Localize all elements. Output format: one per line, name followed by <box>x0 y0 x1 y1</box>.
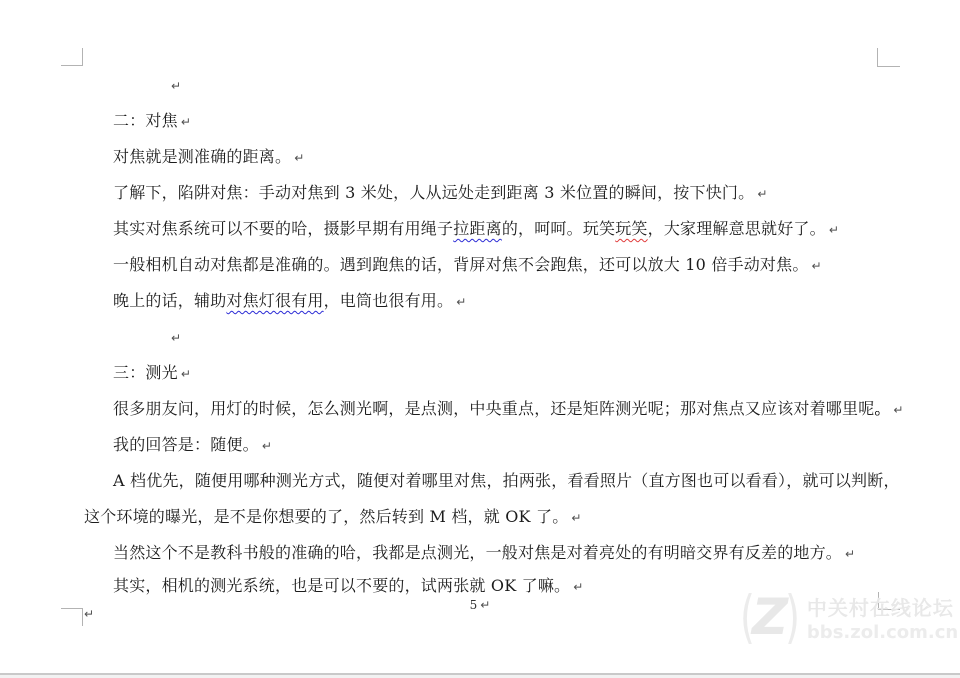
paragraph-line[interactable] <box>113 146 304 168</box>
pilcrow-mark: ↵ <box>893 403 904 417</box>
zol-logo <box>740 584 800 650</box>
watermark <box>740 584 959 650</box>
paragraph-text: 很多朋友问，用灯的时候，怎么测光啊，是点测，中央重点，还是矩阵测光呢；那对焦点又应该对着哪里呢 <box>113 399 875 418</box>
pilcrow-mark: ↵ <box>828 223 840 237</box>
pilcrow-mark: ↵ <box>757 187 768 201</box>
paragraph-line[interactable] <box>113 218 839 240</box>
watermark-text <box>807 592 958 643</box>
logo-left-arc: ( <box>740 584 755 650</box>
paragraph-text: 其实对焦系统可以不要的哈，摄影早期有用绳子 <box>113 219 454 238</box>
page-number: 5 <box>469 598 478 612</box>
pilcrow-mark: ↵ <box>84 607 95 621</box>
section-heading-metering[interactable] <box>113 362 191 384</box>
crop-mark-top-left <box>61 48 83 66</box>
empty-paragraph[interactable] <box>168 74 181 96</box>
paragraph-text: ，电筒也很有用。 <box>323 291 454 310</box>
paragraph-line[interactable] <box>113 254 822 276</box>
logo-right-arc: ) <box>785 584 800 650</box>
paragraph-text: 的，呵呵。玩笑 <box>501 219 616 238</box>
empty-paragraph[interactable] <box>168 326 181 348</box>
pilcrow-mark: ↵ <box>456 295 467 309</box>
grammar-flagged-text: 玩笑 <box>615 219 648 238</box>
paragraph-line[interactable] <box>113 290 466 312</box>
paragraph-text: 其实，相机的测光系统，也是可以不要的，试两张就 OK 了嘛。 <box>113 576 571 595</box>
spellcheck-flagged-text: 拉距离 <box>453 219 502 238</box>
pilcrow-mark: ↵ <box>171 331 182 345</box>
pilcrow-mark: ↵ <box>573 580 584 594</box>
watermark-site-name: 中关村在线论坛 <box>806 595 954 620</box>
pilcrow-mark: ↵ <box>571 511 582 525</box>
pilcrow-mark: ↵ <box>480 598 491 612</box>
paragraph-line[interactable] <box>84 506 582 528</box>
paragraph-line[interactable] <box>113 575 584 597</box>
heading-text: 三：测光 <box>113 363 178 382</box>
spellcheck-flagged-text: 对焦灯很有用 <box>226 291 324 310</box>
pilcrow-mark: ↵ <box>261 439 273 453</box>
watermark-site-url: bbs.zol.com.cn <box>806 621 959 643</box>
pilcrow-mark: ↵ <box>845 547 856 561</box>
paragraph-text: 对焦就是测准确的距离。 <box>113 147 292 166</box>
paragraph-text: 我的回答是：随便。 <box>113 435 259 454</box>
pilcrow-mark: ↵ <box>180 115 192 129</box>
trailing-periods: 。。。。 <box>874 399 883 418</box>
paragraph-line[interactable] <box>113 470 900 492</box>
paragraph-text: 了解下，陷阱对焦：手动对焦到 3 米处，人从远处走到距离 3 米位置的瞬间，按下快门。 <box>113 183 755 202</box>
paragraph-line[interactable] <box>113 182 768 204</box>
paragraph-text: 一般相机自动对焦都是准确的。遇到跑焦的话，背屏对焦不会跑焦，还可以放大 10 倍手动对焦。 <box>113 255 809 274</box>
paragraph-text: A 档优先，随便用哪种测光方式，随便对着哪里对焦，拍两张，看看照片（直方图也可以看看），就可以判断， <box>113 471 900 490</box>
paragraph-line[interactable] <box>113 434 272 456</box>
paragraph-text: ，大家理解意思就好了。 <box>647 219 826 238</box>
paragraph-line[interactable] <box>113 398 904 420</box>
logo-z-letter: Z <box>751 588 789 646</box>
paragraph-text: 这个环境的曝光，是不是你想要的了，然后转到 M 档，就 OK 了。 <box>84 507 569 526</box>
crop-mark-top-right <box>877 48 900 67</box>
pilcrow-mark: ↵ <box>811 259 822 273</box>
paragraph-text: 当然这个不是教科书般的准确的哈，我都是点测光，一般对焦是对着亮处的有明暗交界有反差的地方。 <box>113 543 843 562</box>
heading-text: 二：对焦 <box>113 111 178 130</box>
page-bottom-edge <box>0 673 960 678</box>
pilcrow-mark: ↵ <box>294 151 305 165</box>
pilcrow-mark: ↵ <box>180 367 192 381</box>
paragraph-line[interactable] <box>113 542 855 564</box>
section-heading-focus[interactable] <box>113 110 191 132</box>
paragraph-text: 晚上的话，辅助 <box>113 291 227 310</box>
pilcrow-mark: ↵ <box>171 79 182 93</box>
